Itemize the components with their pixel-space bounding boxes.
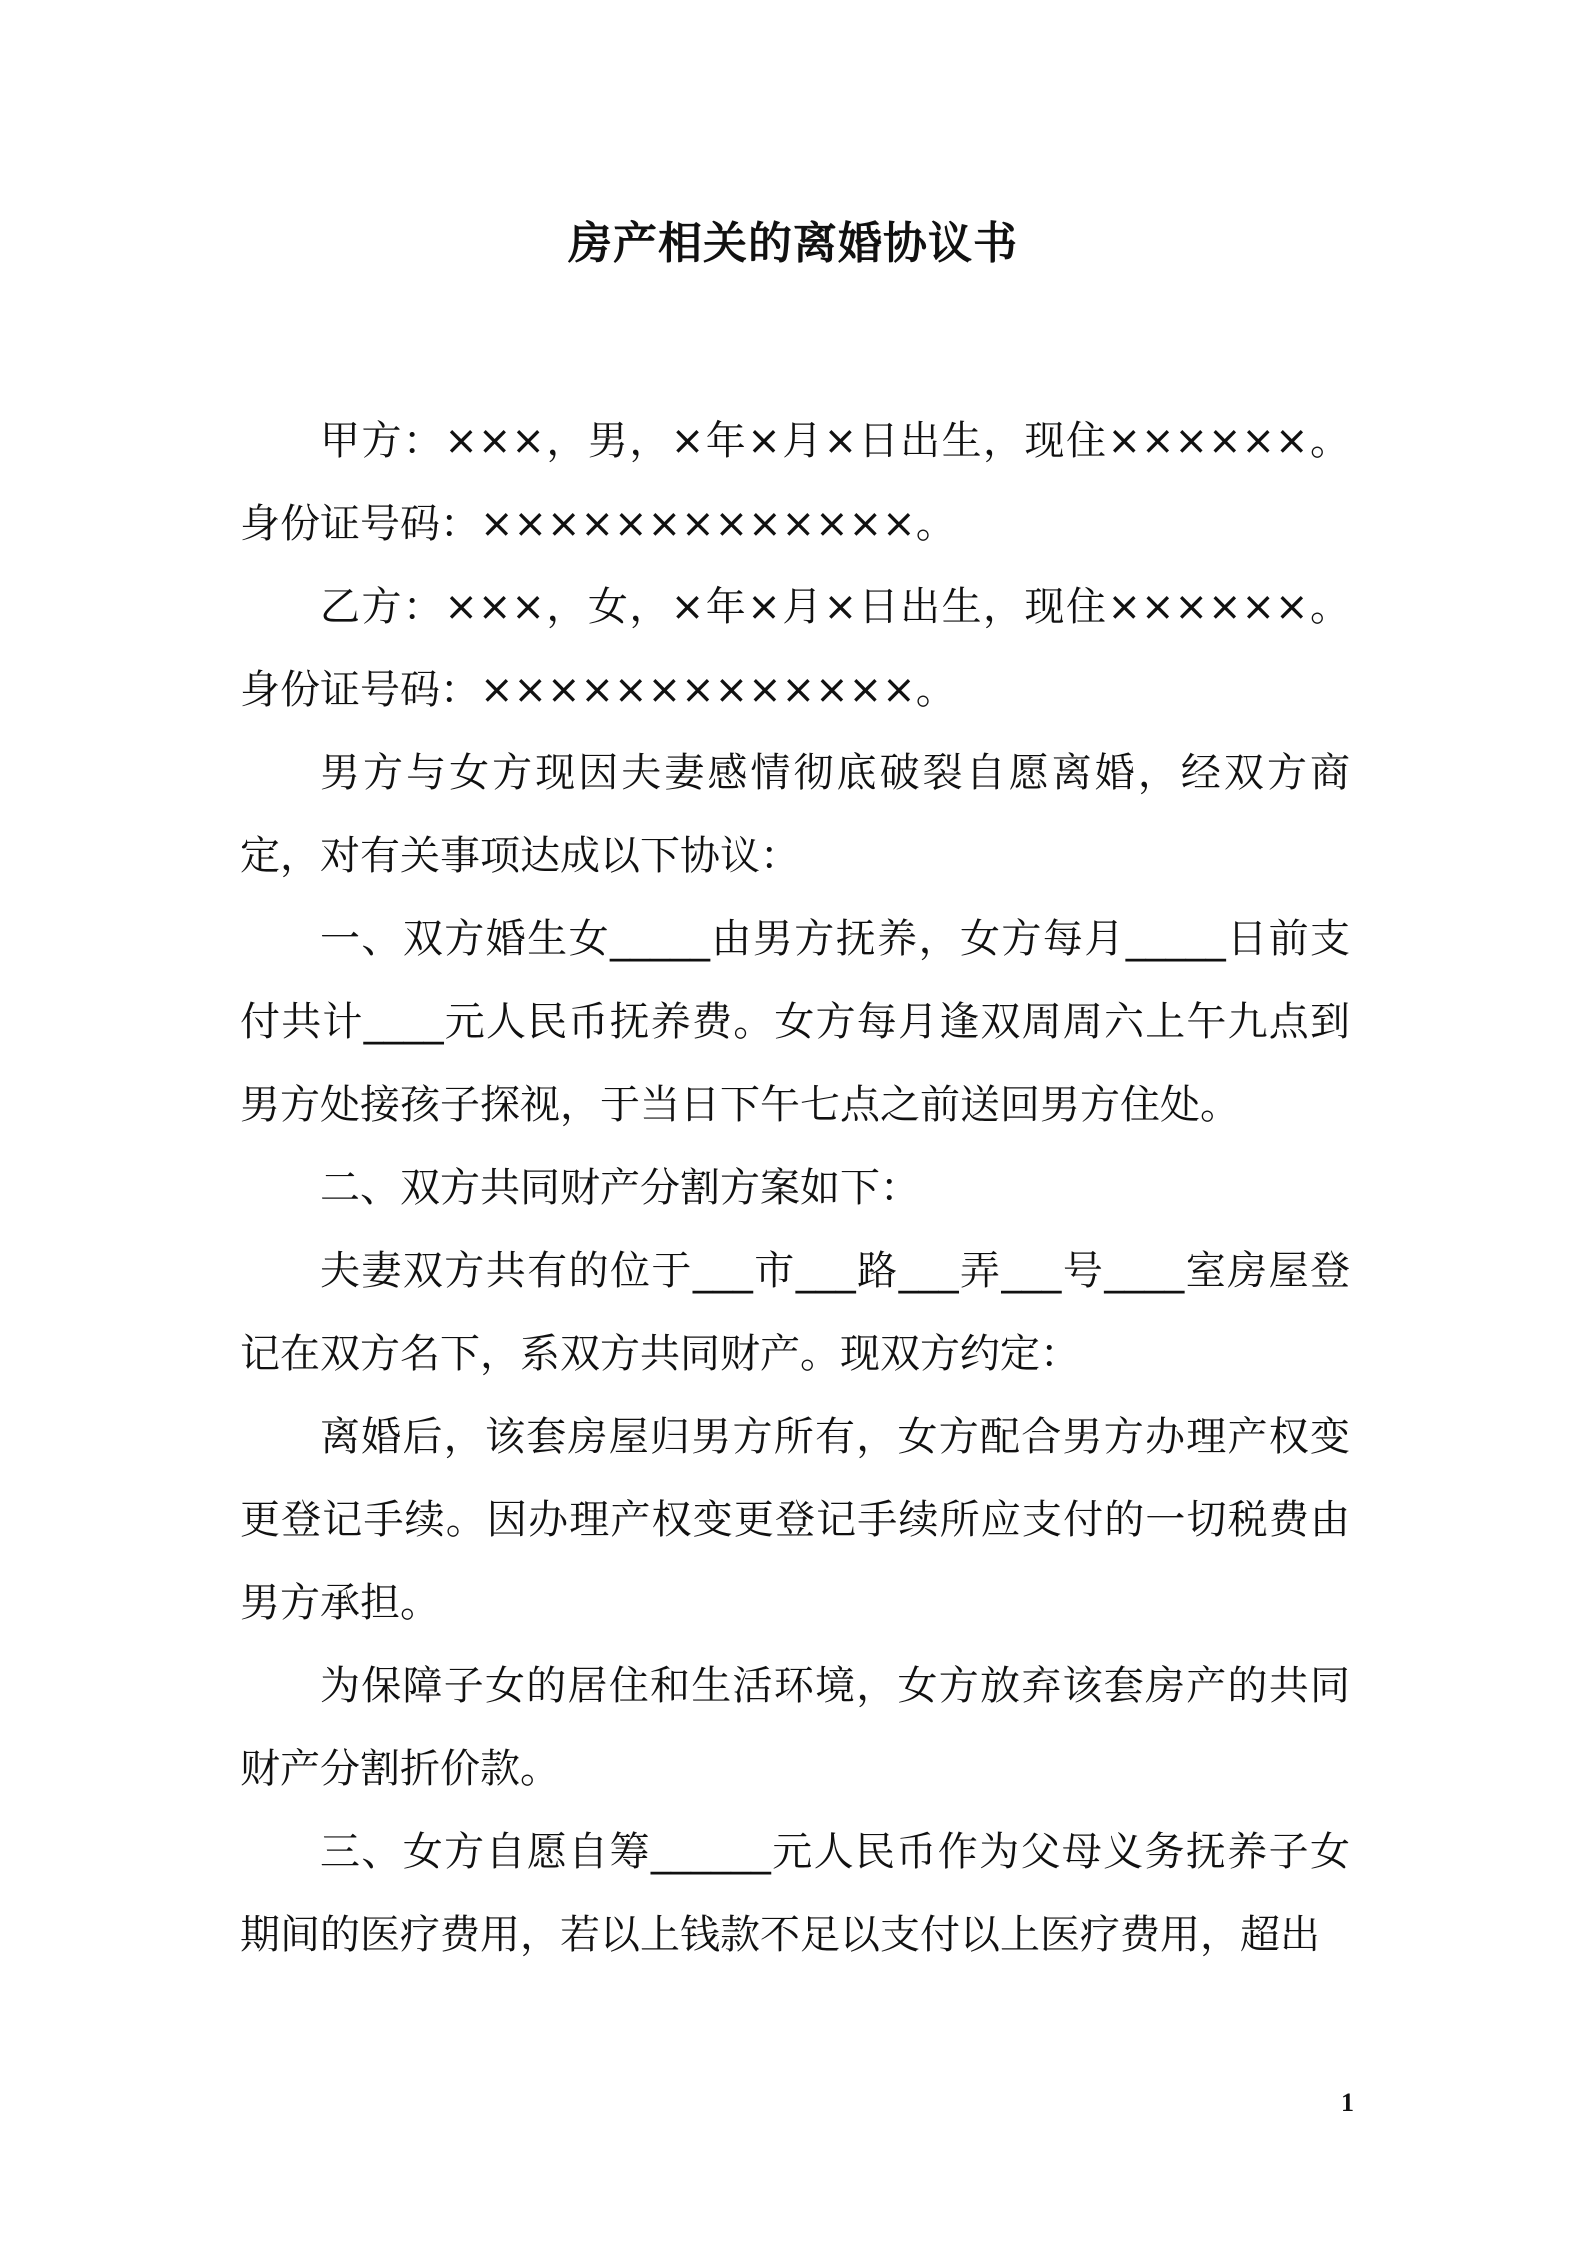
property-location-paragraph: 夫妻双方共有的位于___市___路___弄___号____室房屋登记在双方名下，系双方共同财产。现双方约定： — [240, 1248, 1350, 1377]
property-waiver-paragraph: 为保障子女的居住和生活环境，女方放弃该套房产的共同财产分割折价款。 — [240, 1663, 1350, 1792]
document-title: 房产相关的离婚协议书 — [568, 218, 1018, 269]
clause-three-paragraph: 三、女方自愿自筹______元人民币作为父母义务抚养子女期间的医疗费用，若以上钱款不足以支付以上医疗费用，超出 — [240, 1829, 1350, 1958]
document-body — [240, 400, 1350, 1977]
clause-one-paragraph: 一、双方婚生女_____由男方抚养，女方每月_____日前支付共计____元人民币抚养费。女方每月逢双周周六上午九点到男方处接孩子探视，于当日下午七点之前送回男方住处。 — [240, 916, 1350, 1128]
clause-two-heading: 二、双方共同财产分割方案如下： — [320, 1165, 920, 1211]
property-ownership-paragraph: 离婚后，该套房屋归男方所有，女方配合男方办理产权变更登记手续。因办理产权变更登记手续所应支付的一切税费由男方承担。 — [240, 1414, 1350, 1626]
party-b-paragraph: 乙方：×××，女，×年×月×日出生，现住××××××。身份证号码：×××××××××××××。 — [240, 584, 1350, 713]
party-a-paragraph: 甲方：×××，男，×年×月×日出生，现住××××××。身份证号码：×××××××××××××。 — [240, 418, 1350, 547]
agreement-intro-paragraph: 男方与女方现因夫妻感情彻底破裂自愿离婚，经双方商定，对有关事项达成以下协议： — [240, 750, 1350, 879]
page-number: 1 — [1341, 2088, 1354, 2117]
